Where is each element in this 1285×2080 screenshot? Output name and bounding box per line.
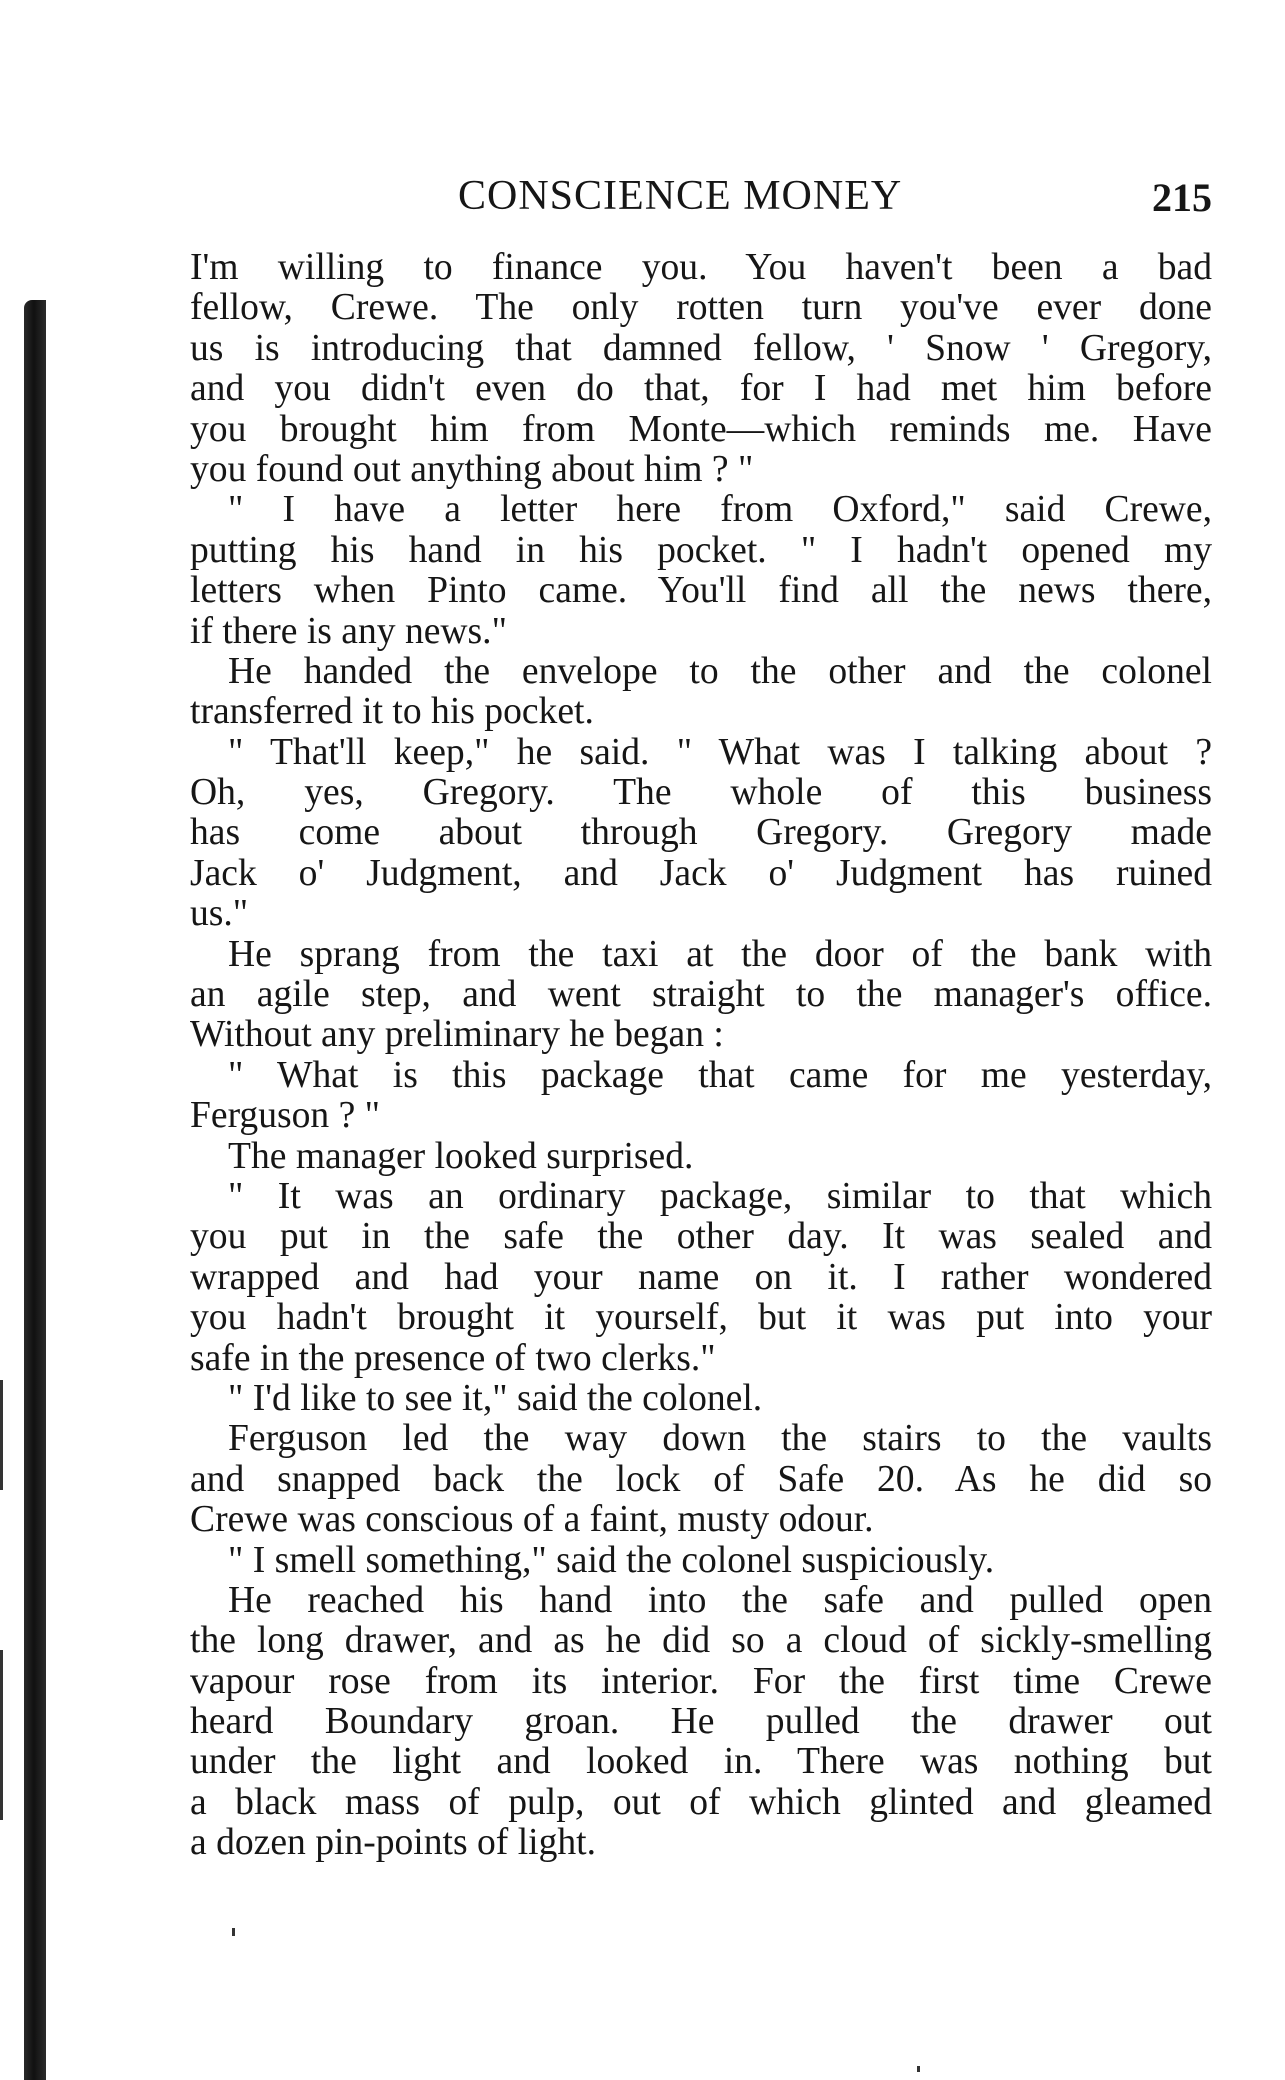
text-line: us." (190, 893, 249, 935)
text-line: transferred it to his pocket. (190, 691, 594, 733)
binding-edge-line (0, 1380, 3, 1490)
text-line: has come about through Gregory. Gregory made (190, 812, 1212, 854)
text-line: you brought him from Monte—which reminds me. Have (190, 408, 1212, 450)
text-line: an agile step, and went straight to the manager's office. (190, 974, 1212, 1016)
text-line: heard Boundary groan. He pulled the drawer out (190, 1701, 1212, 1743)
text-line: letters when Pinto came. You'll find all the news there, (190, 570, 1212, 612)
text-line: safe in the presence of two clerks." (190, 1337, 716, 1379)
text-line: us is introducing that damned fellow, ' Snow ' Gregory, (190, 327, 1212, 369)
body-text (190, 248, 1212, 1864)
text-line: fellow, Crewe. The only rotten turn you've ever done (190, 287, 1212, 329)
text-line: He reached his hand into the safe and pulled open (228, 1579, 1212, 1621)
text-line: you found out anything about him ? " (190, 448, 754, 490)
text-line: Crewe was conscious of a faint, musty odour. (190, 1499, 874, 1541)
text-line: Oh, yes, Gregory. The whole of this business (190, 772, 1212, 814)
speck-mark (917, 2066, 920, 2072)
text-line: He handed the envelope to the other and the colonel (228, 650, 1212, 692)
text-line: wrapped and had your name on it. I rather wondered (190, 1256, 1212, 1298)
text-line: Ferguson ? " (190, 1095, 381, 1137)
text-line: I'm willing to finance you. You haven't been a bad (190, 247, 1212, 288)
text-line: The manager looked surprised. (228, 1135, 694, 1177)
text-line: under the light and looked in. There was nothing but (190, 1741, 1212, 1783)
text-line: a black mass of pulp, out of which glinted and gleamed (190, 1781, 1212, 1823)
text-line: " I have a letter here from Oxford," said Crewe, (228, 489, 1212, 531)
text-line: vapour rose from its interior. For the first time Crewe (190, 1660, 1212, 1702)
page-number: 215 (1152, 175, 1212, 220)
text-line: putting his hand in his pocket. " I hadn't opened my (190, 529, 1212, 571)
text-line: and snapped back the lock of Safe 20. As he did so (190, 1458, 1212, 1500)
text-line: Jack o' Judgment, and Jack o' Judgment has ruined (190, 852, 1212, 894)
page-header (190, 172, 1212, 222)
text-line: and you didn't even do that, for I had met him before (190, 368, 1212, 410)
text-line: " It was an ordinary package, similar to that which (228, 1175, 1212, 1217)
speck-mark (232, 1928, 235, 1936)
running-title: CONSCIENCE MONEY (458, 173, 903, 219)
text-line: you hadn't brought it yourself, but it was put into your (190, 1297, 1212, 1339)
text-line: " That'll keep," he said. " What was I talking about ? (228, 731, 1212, 773)
text-line: " I'd like to see it," said the colonel. (228, 1377, 763, 1419)
text-line: Without any preliminary he began : (190, 1014, 724, 1056)
text-line: a dozen pin-points of light. (190, 1822, 596, 1864)
text-line: He sprang from the taxi at the door of the bank with (228, 933, 1212, 975)
binding-edge-line (0, 1650, 3, 1820)
text-line: if there is any news." (190, 610, 507, 652)
text-line: Ferguson led the way down the stairs to the vaults (228, 1418, 1212, 1460)
text-line: " I smell something," said the colonel suspiciously. (228, 1539, 995, 1581)
text-line: the long drawer, and as he did so a cloud of sickly-smelling (190, 1620, 1212, 1662)
text-line: " What is this package that came for me yesterday, (228, 1054, 1212, 1096)
text-line: you put in the safe the other day. It was sealed and (190, 1216, 1212, 1258)
page-binding-shadow (24, 300, 46, 2080)
